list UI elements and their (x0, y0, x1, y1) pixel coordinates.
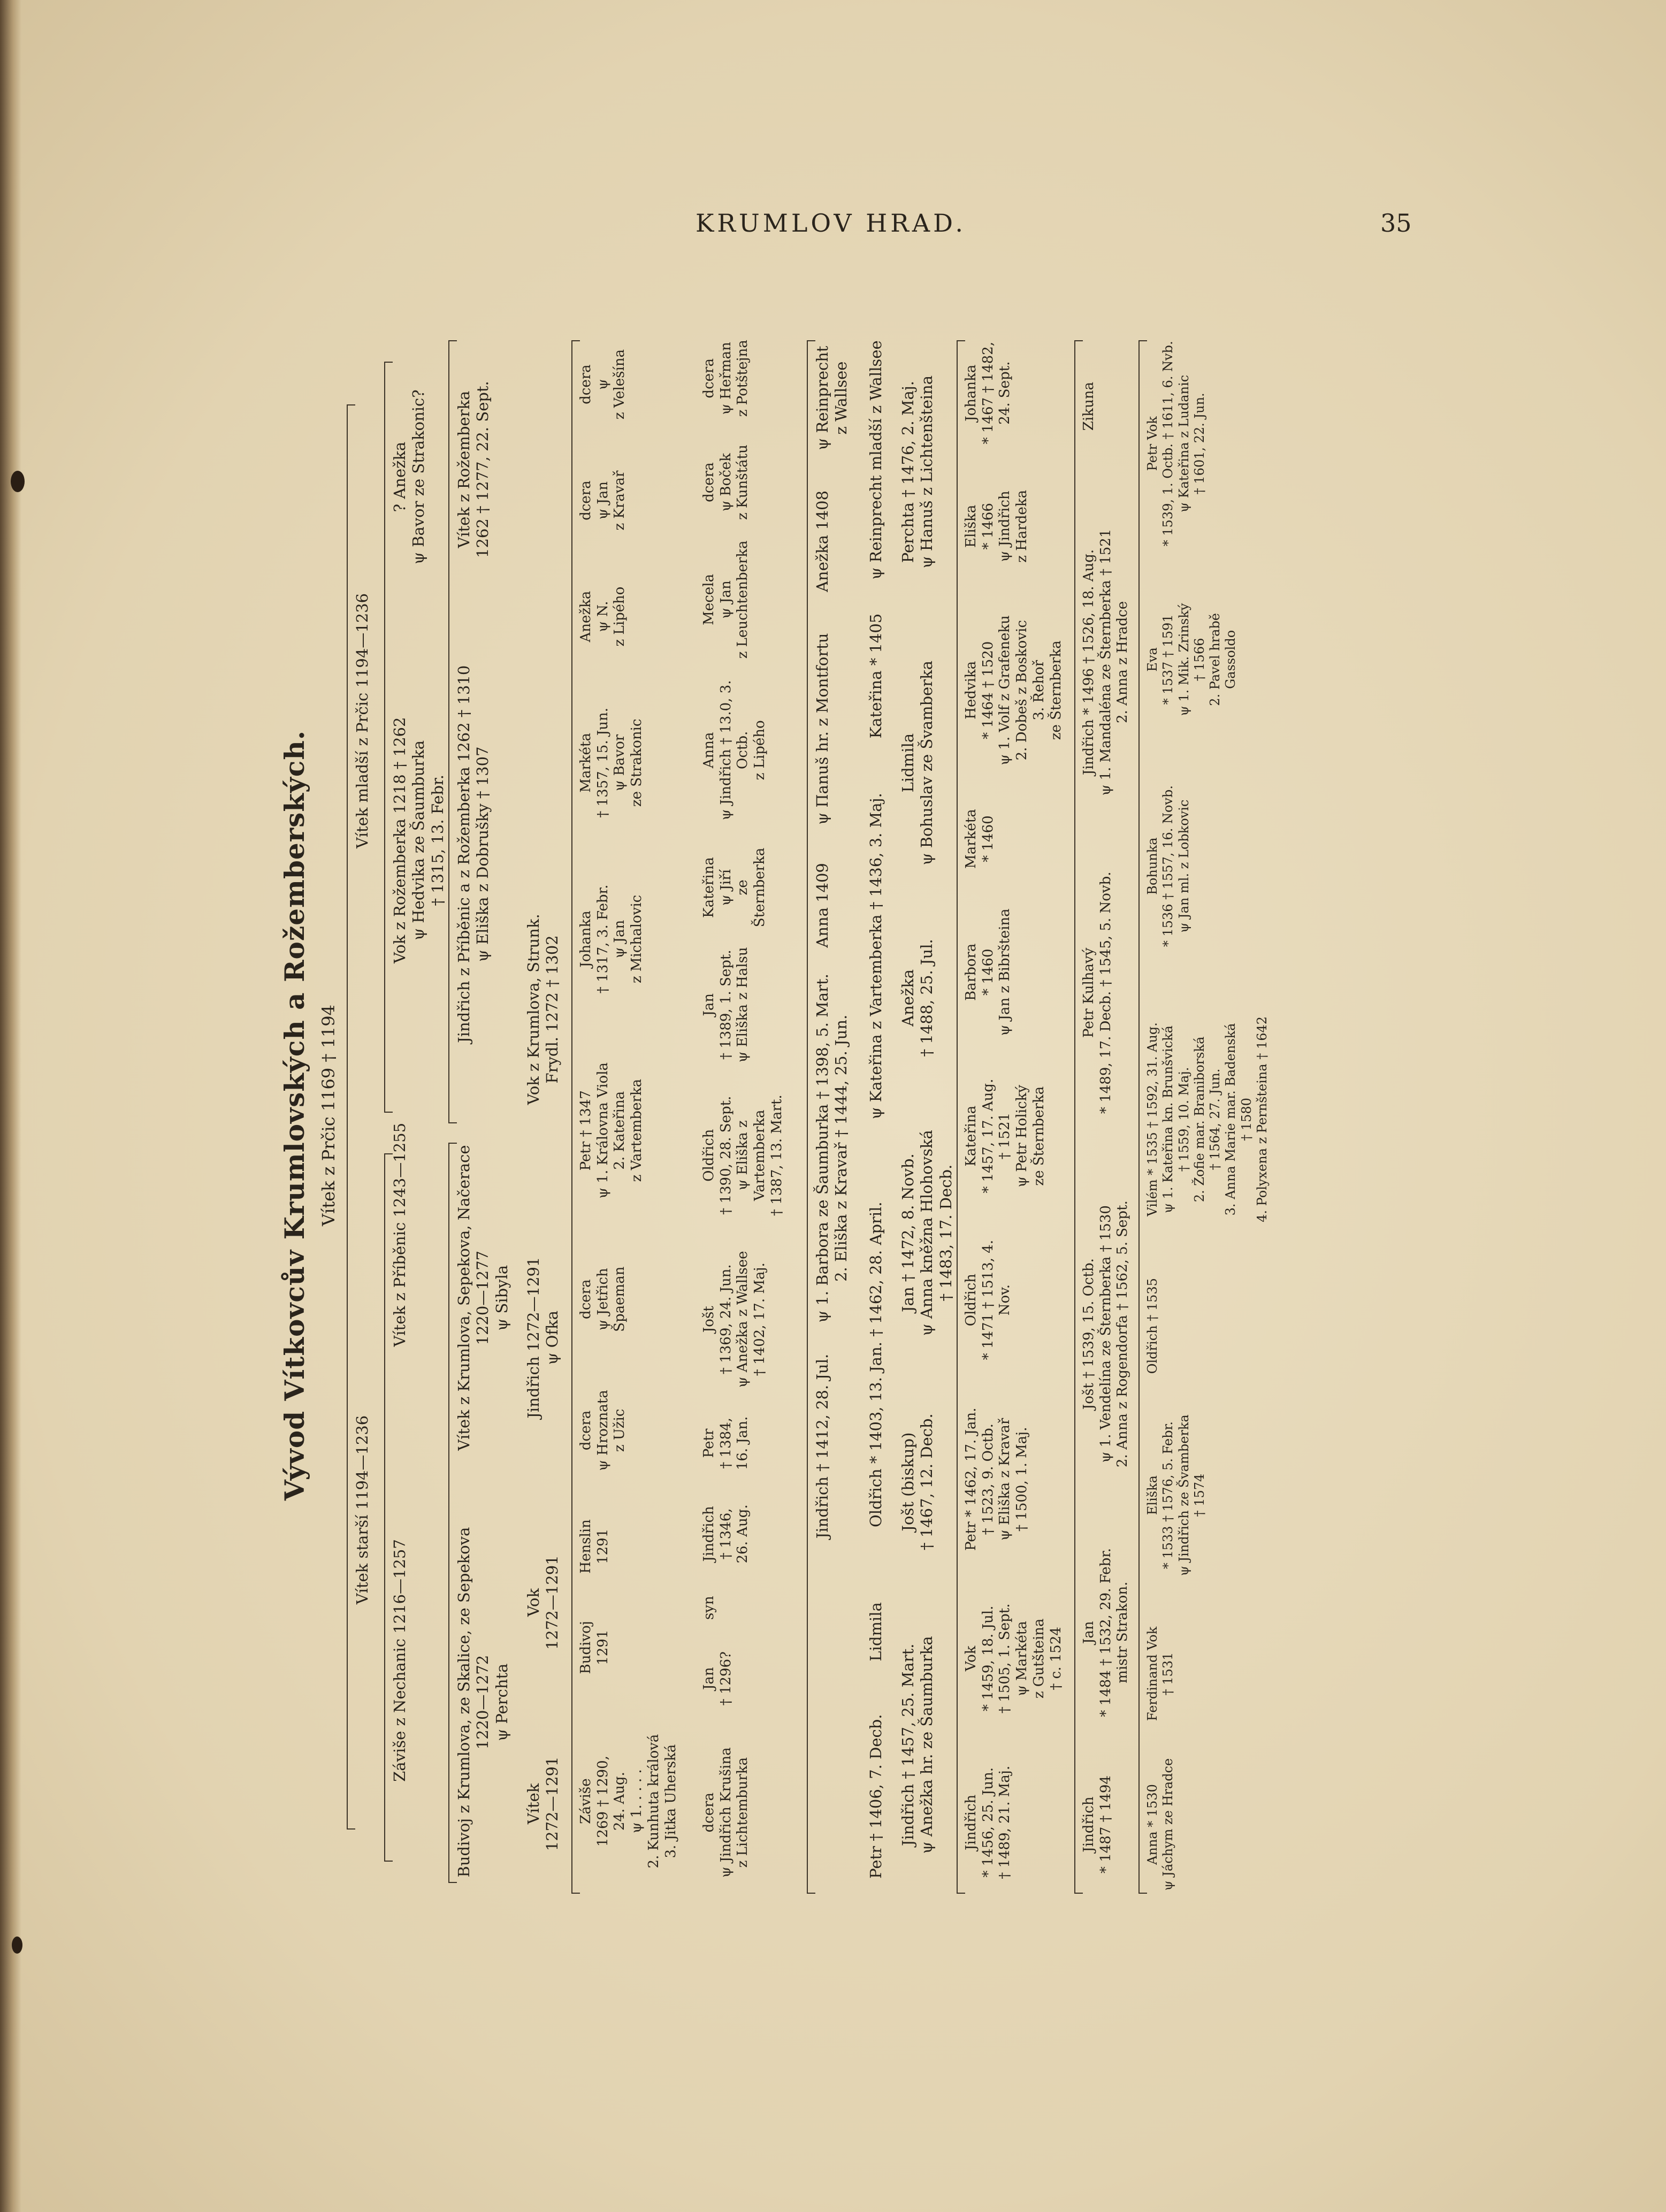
bracket-line (1138, 340, 1147, 1894)
person-entry: Johanka † 1317, 3. Febr. ψ Jan z Michalovic (578, 884, 645, 994)
person-entry: Jošt (biskup) † 1467, 12. Decb. (899, 1413, 936, 1550)
page-number: 35 (1380, 209, 1412, 238)
person-entry: Bohunka * 1536 † 1557, 16. Novb. ψ Jan ml. z Lobkovic (1145, 785, 1191, 947)
generation-row-g7 (813, 326, 851, 1904)
person-entry: ? Anežka ψ Bavor ze Strakonic? (391, 389, 428, 564)
person-entry: Oldřich † 1390, 28. Sept. ψ Eliška z Vartemberka † 1387, 13. Mart. (701, 1094, 785, 1216)
generation-row-g4 (524, 326, 562, 1904)
person-entry: Barbora * 1460 ψ Jan z Bibršteina (963, 908, 1013, 1036)
person-entry: Vítek z Krumlova, Sepekova, Načerace 1220—1277 ψ Sibyla (455, 1145, 511, 1451)
person-entry: Vok 1272—1291 (524, 1555, 562, 1650)
person-entry: Záviše z Nechanic 1216—1257 (391, 1539, 409, 1782)
person-entry: Anežka 1408 (813, 490, 831, 592)
person-entry: Hedvika * 1464 † 1520 ψ 1. Volf z Grafeneku 2. Dobeš z Boskovic 3. Řehoř ze Šternberka (963, 615, 1064, 766)
person-entry: Budivoj 1291 (578, 1621, 611, 1674)
person-entry: ψ Пanuš hr. z Montfortu (813, 633, 831, 825)
generation-row-g9 (899, 326, 956, 1904)
bracket-line (384, 362, 393, 1113)
person-entry: Petr Vok * 1539, 1. Octb. † 1611, 6. Nvb. ψ Kateřina z Ludanic † 1601, 22. Jun. (1145, 341, 1207, 547)
person-entry: Vítek z Rožemberka 1262 † 1277, 22. Sept. (455, 381, 492, 558)
generation-row-g11 (1081, 326, 1132, 1904)
person-entry: dcera ψ Jan z Kravař (578, 470, 628, 531)
person-entry: Henslin 1291 (578, 1519, 611, 1574)
person-entry: dcera ψ z Velešína (578, 349, 628, 420)
person-entry: ψ Reinprecht z Wallsee (813, 346, 851, 450)
generation-row-g12 (1145, 326, 1270, 1904)
person-entry: Vítek starší 1194—1236 (353, 1415, 371, 1605)
running-head-title: KRUMLOV HRAD. (696, 209, 966, 238)
person-entry: dcera ψ Jetřich Špaeman (578, 1266, 628, 1332)
person-entry: Anežka † 1488, 25. Jul. (899, 939, 936, 1057)
person-entry: Markéta * 1460 (963, 809, 996, 869)
person-entry: Anna 1409 (813, 863, 831, 948)
person-entry: Ferdinand Vok † 1531 (1145, 1626, 1176, 1721)
root-ancestor: Vítek z Prčic 1169 † 1194 (318, 1004, 339, 1227)
generation-row-g2 (391, 326, 447, 1904)
bracket-line (347, 404, 355, 1830)
bracket-line (448, 340, 457, 1123)
person-entry: Jindřich † 1457, 25. Mart. ψ Anežka hr. ze Šaumburka (899, 1636, 936, 1854)
person-entry: Jan † 1472, 8. Novb. ψ Anna kněžna Hlohovská † 1483, 17. Decb. (899, 1130, 955, 1336)
person-entry: dcera ψ Hroznata z Užic (578, 1390, 628, 1471)
person-entry: Jindřich † 1346, 26. Aug. (701, 1504, 751, 1564)
person-entry: syn (701, 1596, 717, 1620)
person-entry: Markéta † 1357, 15. Jun. ψ Bavor ze Strakonic (578, 707, 645, 818)
person-entry: Mecela ψ Jan z Leuchtenberka (701, 540, 751, 659)
person-entry: Petr † 1384, 16. Jan. (701, 1416, 751, 1471)
bracket-line (807, 340, 815, 1894)
person-entry: Jan * 1484 † 1532, 29. Febr. mistr Strakon. (1081, 1548, 1131, 1717)
person-entry: Petr † 1406, 7. Decb. (867, 1714, 885, 1879)
person-entry: Petr † 1347 ψ 1. Královna Viola 2. Kateřina z Vartemberka (578, 1062, 645, 1199)
person-entry: Anežka ψ N. z Lipého (578, 586, 628, 647)
person-entry: ψ Kateřina z Vartemberka † 1436, 3. Maj. (867, 793, 885, 1120)
binding-hole (11, 471, 25, 492)
person-entry: Vok * 1459, 18. Jul. † 1505, 1. Sept. ψ Markéta z Gutšteina † c. 1524 (963, 1603, 1064, 1714)
generation-row-g3 (455, 326, 511, 1904)
table-header (278, 326, 339, 1904)
person-entry: Jindřich z Příběnic a z Rožemberka 1262 † 1310 ψ Eliška z Dobrušky † 1307 (455, 665, 492, 1043)
bracket-line (384, 1153, 393, 1862)
person-entry: Jan † 1296? (701, 1651, 734, 1706)
person-entry: Lidmila ψ Bohuslav ze Švamberka (899, 660, 936, 866)
person-entry: dcera ψ Jindřich Krušina z Lichtemburka (701, 1747, 751, 1878)
bracket-line (1074, 340, 1083, 1894)
person-entry: Kateřina * 1405 (867, 613, 885, 739)
generation-row-g8 (867, 326, 885, 1904)
generation-row-g1 (353, 326, 372, 1904)
person-entry: Eliška * 1466 ψ Jindřich z Hardeka (963, 489, 1030, 563)
person-entry: Perchta † 1476, 2. Maj. ψ Hanuš z Lichtenšteina (899, 375, 936, 569)
person-entry: Vítek 1272—1291 (524, 1756, 562, 1851)
generation-row-g5 (578, 326, 679, 1904)
bracket-line (571, 340, 580, 1894)
person-entry: Lidmila (867, 1602, 885, 1662)
person-entry: Eva * 1537 † 1591 ψ 1. Mik. Zrinský † 1566 2. Pavel hrabě Gassoldo (1145, 603, 1239, 716)
person-entry: Jošt † 1539, 15. Octb. ψ 1. Vendelína ze Šternberka † 1530 2. Anna z Rogendorfa † 1562, 5. Sept. (1081, 1200, 1131, 1467)
table-title: Vývod Vítkovcův Krumlovských a Rožemberských. (279, 730, 310, 1501)
person-entry: Jindřich * 1456, 25. Jun. † 1489, 21. Maj. (963, 1765, 1013, 1879)
bracket-line (957, 340, 965, 1894)
person-entry: Petr Kulhavý * 1489, 17. Decb. † 1545, 5. Novb. (1081, 871, 1114, 1114)
person-entry: Jindřich * 1496 † 1526, 18. Aug. ψ 1. Mandaléna ze Šternberka † 1521 2. Anna z Hradce (1081, 529, 1131, 796)
person-entry: Anna ψ Jindřich † 13.0, 3. Octb. z Lipého (701, 680, 768, 821)
person-entry: ψ 1. Barbora ze Šaumburka † 1398, 5. Mart. 2. Eliška z Kravař † 1444, 25. Jun. (813, 974, 851, 1323)
person-entry: ψ Reinprecht mladší z Wallsee (867, 340, 885, 580)
person-entry: Oldřich * 1403, 13. Jan. † 1462, 28. April. (867, 1201, 885, 1528)
bracket-line (448, 1143, 457, 1883)
person-entry: Jošt † 1369, 24. Jun. ψ Anežka z Wallsee † 1402, 17. Maj. (701, 1251, 768, 1388)
person-entry: Eliška * 1533 † 1576, 5. Febr. ψ Jindřich ze Švamberka † 1574 (1145, 1414, 1207, 1576)
person-entry: dcera ψ Heřman z Potštejna (701, 340, 751, 417)
person-entry: Anna * 1530 ψ Jáchym ze Hradce (1145, 1758, 1176, 1891)
person-entry: Záviše 1269 † 1290, 24. Aug. ψ 1. . . . . 2. Kunhuta králová 3. Jitka Uherská (578, 1734, 679, 1869)
person-entry: dcera ψ Boček z Kunštátu (701, 445, 751, 520)
book-spine-shadow (0, 0, 21, 2212)
generation-row-g10 (963, 326, 1065, 1904)
person-entry: Vítek z Příběnic 1243—1255 (391, 1122, 409, 1347)
person-entry: Jan † 1389, 1. Sept. ψ Eliška z Halsu (701, 947, 751, 1063)
person-entry: Johanka * 1467 † 1482, 24. Sept. (963, 341, 1013, 445)
person-entry: Oldřich † 1535 (1145, 1278, 1160, 1374)
person-entry: Jindřich * 1487 † 1494 (1081, 1775, 1114, 1874)
generation-row-g6 (701, 326, 786, 1904)
person-entry: Jindřich 1272—1291 ψ Ofka (524, 1257, 562, 1419)
person-entry: Petr * 1462, 17. Jan. † 1523, 9. Octb. ψ Eliška z Kravař † 1500, 1. Maj. (963, 1407, 1030, 1551)
person-entry: Kateřina * 1457, 17. Aug. † 1521 ψ Petr Holický ze Šternberka (963, 1078, 1047, 1193)
genealogy-table (278, 326, 1284, 1904)
running-head (0, 203, 1666, 257)
person-entry: Budivoj z Krumlova, ze Skalice, ze Sepekova 1220—1272 ψ Perchta (455, 1527, 511, 1878)
person-entry: Oldřich * 1471 † 1513, 4. Nov. (963, 1239, 1013, 1360)
person-entry: Vok z Rožemberka 1218 † 1262 ψ Hedvika ze Šaumburka † 1315, 13. Febr. (391, 717, 447, 964)
binding-hole (12, 1937, 22, 1954)
person-entry: Vok z Krumlova, Strunk. Frydl. 1272 † 1302 (524, 914, 562, 1105)
person-entry: Kateřina ψ Jiří ze Šternberka (701, 847, 768, 928)
person-entry: Zikuna (1081, 381, 1097, 431)
person-entry: Vilém * 1535 † 1592, 31. Aug. ψ 1. Kateřina kn. Brunšvická † 1559, 10. Maj. 2. Žofie mar. Braniborská † 1564, 27. Jun. 3. Anna Marie mar. Badenská † 1580 4. Polyxena z Pernšteina † 1642 (1145, 1016, 1270, 1222)
person-entry: Jindřich † 1412, 28. Jul. (813, 1353, 831, 1539)
person-entry: Vítek mladší z Prčic 1194—1236 (353, 593, 371, 849)
